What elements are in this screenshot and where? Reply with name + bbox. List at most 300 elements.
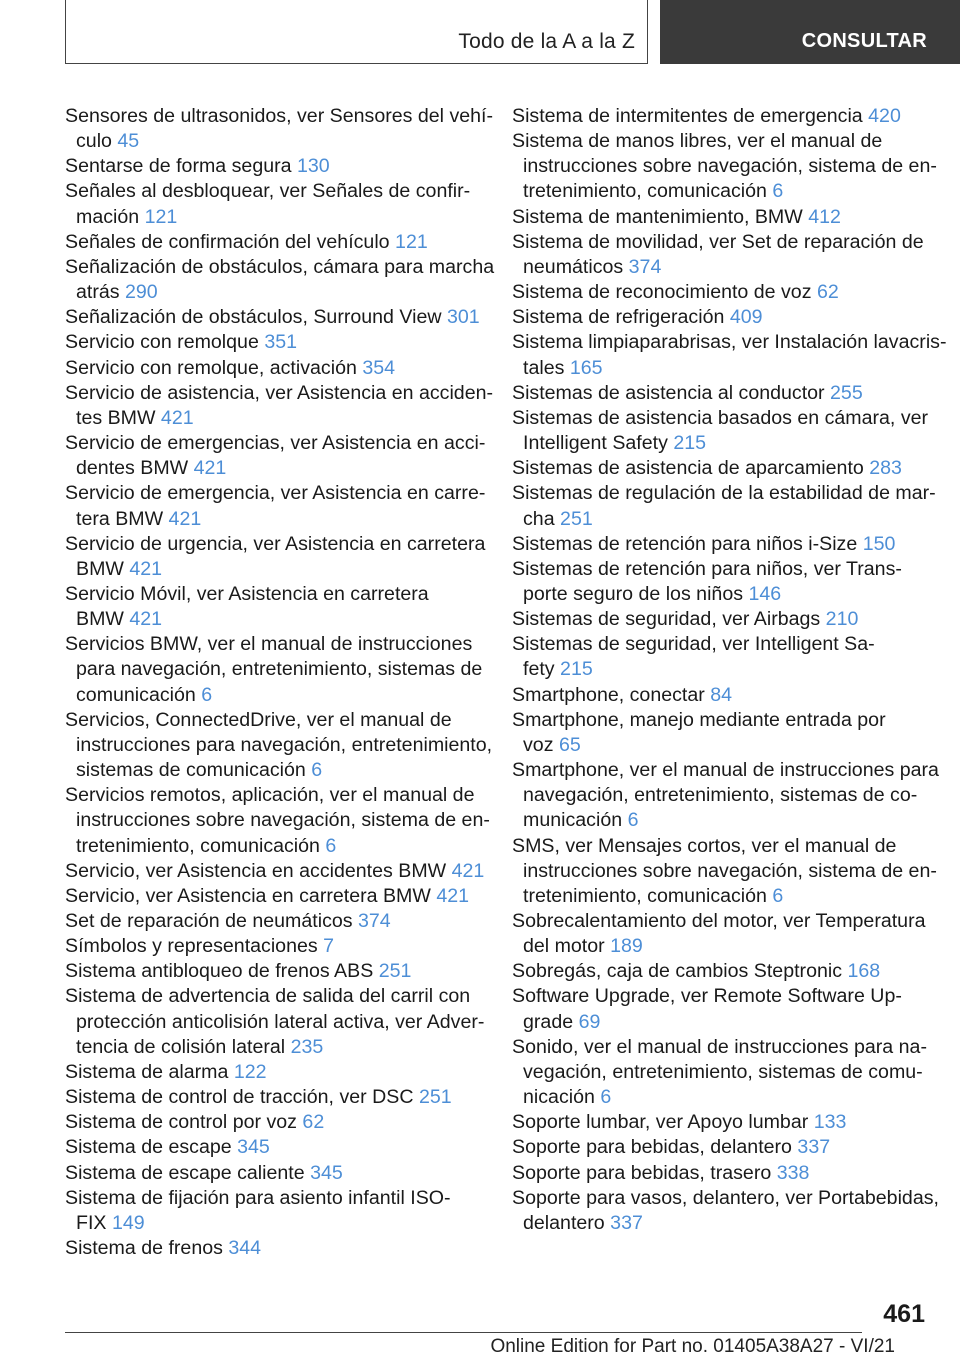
index-entry-line bbox=[512, 129, 930, 154]
index-entry-line bbox=[65, 884, 483, 909]
index-entry-text: delantero bbox=[523, 1211, 605, 1234]
index-entry bbox=[65, 481, 486, 531]
index-entry-line bbox=[512, 1186, 939, 1211]
index-entry-line bbox=[65, 557, 483, 582]
index-entry-text: Soporte para bebidas, delantero bbox=[512, 1136, 792, 1159]
index-entry-text: del motor bbox=[523, 935, 605, 958]
page-reference-link[interactable]: 7 bbox=[323, 935, 335, 958]
index-entry-text: BMW bbox=[76, 608, 124, 631]
index-entry-line bbox=[65, 1135, 483, 1160]
index-entry-line bbox=[512, 909, 930, 934]
page-reference-link[interactable]: 290 bbox=[125, 281, 158, 304]
index-entry bbox=[512, 205, 930, 230]
index-entry bbox=[65, 1135, 483, 1160]
index-entry-line bbox=[512, 1035, 930, 1060]
index-entry-text: para navegación, entretenimiento, sistemas de bbox=[76, 658, 483, 681]
page-reference-link[interactable]: 421 bbox=[451, 859, 485, 882]
page-reference-link[interactable]: 344 bbox=[228, 1237, 262, 1260]
page-reference-link[interactable]: 412 bbox=[808, 205, 841, 228]
index-entry-line bbox=[512, 381, 930, 406]
page-reference-link[interactable]: 168 bbox=[847, 960, 881, 983]
index-entry-text: Soporte para bebidas, trasero bbox=[512, 1161, 772, 1184]
index-entry bbox=[65, 381, 494, 431]
index-entry-line bbox=[512, 758, 939, 783]
index-entry-text: navegación, entretenimiento, sistemas de co- bbox=[523, 784, 918, 807]
index-entry-text: Sistemas de asistencia basados en cámara, ver bbox=[512, 406, 929, 429]
index-entry bbox=[65, 1186, 483, 1236]
index-entry-line bbox=[65, 959, 483, 984]
page-reference-link[interactable]: 210 bbox=[825, 608, 859, 631]
page-reference-link[interactable]: 45 bbox=[117, 130, 140, 153]
page-reference-link[interactable]: 283 bbox=[869, 457, 902, 480]
index-entry-line bbox=[512, 1211, 930, 1236]
tab-todo-a-z-label: Todo de la A a la Z bbox=[458, 30, 635, 53]
index-entry-line bbox=[512, 783, 930, 808]
page-reference-link[interactable]: 345 bbox=[310, 1161, 343, 1184]
index-entry bbox=[512, 683, 930, 708]
page-reference-link[interactable]: 251 bbox=[418, 1086, 452, 1109]
index-entry-text: Sistema de movilidad, ver Set de reparación de bbox=[512, 230, 924, 253]
index-entry bbox=[512, 1110, 930, 1135]
page-reference-link[interactable]: 215 bbox=[560, 658, 593, 681]
index-entry-line bbox=[65, 708, 483, 733]
index-entry-text: Sistema limpiaparabrisas, ver Instalación lavacris- bbox=[512, 331, 947, 354]
index-entry-line bbox=[65, 1010, 483, 1035]
index-entry bbox=[512, 1035, 930, 1110]
page-reference-link[interactable]: 345 bbox=[237, 1136, 270, 1159]
page-reference-link[interactable]: 337 bbox=[610, 1211, 643, 1234]
index-entry-text: Servicio, ver Asistencia en carretera BMW bbox=[65, 884, 431, 907]
index-entry-line bbox=[65, 330, 483, 355]
index-entry-line bbox=[65, 507, 483, 532]
index-entry bbox=[65, 154, 483, 179]
index-entry-line bbox=[512, 733, 930, 758]
index-entry bbox=[512, 280, 930, 305]
index-entry-text: grade bbox=[523, 1010, 574, 1033]
index-entry-text: atrás bbox=[76, 281, 120, 304]
index-entry-text: Servicio de emergencia, ver Asistencia en carre- bbox=[65, 482, 486, 505]
index-entry-line bbox=[512, 984, 930, 1009]
index-entry-text: dentes BMW bbox=[76, 457, 189, 480]
index-entry-text: Sistema de escape bbox=[65, 1136, 232, 1159]
index-entry-text: FIX bbox=[76, 1211, 107, 1234]
index-entry-line bbox=[65, 129, 483, 154]
page-reference-link[interactable]: 65 bbox=[558, 733, 581, 756]
index-entry-line bbox=[512, 507, 930, 532]
page-reference-link[interactable]: 421 bbox=[436, 884, 470, 907]
index-entry-line bbox=[65, 984, 483, 1009]
index-entry bbox=[65, 305, 483, 330]
page-reference-link[interactable]: 301 bbox=[446, 306, 480, 329]
index-entry-text: Set de reparación de neumáticos bbox=[65, 910, 353, 932]
index-entry-text: Sistema de fijación para asiento infantil ISO- bbox=[65, 1186, 451, 1209]
index-entry-text: nicación bbox=[523, 1086, 595, 1109]
page-reference-link[interactable]: 121 bbox=[395, 230, 428, 253]
index-entry-text: Sentarse de forma segura bbox=[65, 155, 292, 178]
index-entry-text: Smartphone, ver el manual de instrucciones para bbox=[512, 759, 939, 782]
index-entry-text: Sobrecalentamiento del motor, ver Temperatura bbox=[512, 910, 926, 932]
index-entry bbox=[65, 934, 483, 959]
index-entry bbox=[65, 1085, 483, 1110]
index-entry-line bbox=[512, 834, 930, 859]
page-reference-link[interactable]: 235 bbox=[290, 1035, 324, 1058]
index-entry-line bbox=[512, 808, 930, 833]
index-entry-line bbox=[65, 255, 495, 280]
index-entry-text: Servicio con remolque bbox=[65, 331, 259, 354]
index-entry-line bbox=[512, 305, 930, 330]
index-entry-text: Sistema de advertencia de salida del carril con bbox=[65, 985, 471, 1008]
index-entry bbox=[512, 607, 930, 632]
index-entry-text: tera BMW bbox=[76, 507, 164, 530]
index-entry-line bbox=[512, 456, 930, 481]
tab-consultar[interactable] bbox=[660, 0, 960, 64]
page-reference-link[interactable]: 215 bbox=[673, 432, 707, 455]
index-entry-line bbox=[65, 481, 486, 506]
page-reference-link[interactable]: 165 bbox=[569, 356, 603, 379]
index-entry-text: Sistema de refrigeración bbox=[512, 306, 725, 329]
index-entry-text: Símbolos y representaciones bbox=[65, 935, 318, 958]
page-reference-link[interactable]: 421 bbox=[129, 608, 163, 631]
index-entry-text: Smartphone, conectar bbox=[512, 683, 705, 706]
index-entry-text: instrucciones sobre navegación, sistema de en- bbox=[523, 859, 937, 882]
index-entry bbox=[65, 984, 483, 1059]
index-entry-line bbox=[512, 481, 936, 506]
page-reference-link[interactable]: 351 bbox=[264, 331, 298, 354]
index-entry bbox=[512, 758, 939, 833]
page-reference-link[interactable]: 251 bbox=[560, 507, 593, 530]
page-reference-link[interactable]: 69 bbox=[578, 1010, 601, 1033]
index-entry-text: Sistemas de asistencia al conductor bbox=[512, 381, 825, 404]
index-entry-line bbox=[65, 1060, 483, 1085]
page-reference-link[interactable]: 6 bbox=[325, 834, 337, 857]
index-entry-line bbox=[65, 456, 483, 481]
index-entry bbox=[512, 456, 930, 481]
index-entry-line bbox=[512, 1110, 930, 1135]
index-entry-line bbox=[512, 532, 930, 557]
index-entry bbox=[512, 406, 930, 456]
index-entry-text: Intelligent Safety bbox=[523, 432, 668, 455]
page-reference-link[interactable]: 421 bbox=[160, 406, 194, 429]
index-entry bbox=[512, 708, 930, 758]
index-entry-line bbox=[65, 1085, 483, 1110]
index-entry bbox=[65, 884, 483, 909]
footer-divider bbox=[65, 1332, 862, 1333]
index-entry bbox=[65, 179, 483, 229]
index-entry bbox=[512, 381, 930, 406]
page-reference-link[interactable]: 84 bbox=[710, 683, 733, 706]
page-reference-link[interactable]: 421 bbox=[129, 557, 163, 580]
page-reference-link[interactable]: 150 bbox=[862, 532, 896, 555]
index-entry bbox=[512, 330, 947, 380]
index-entry bbox=[512, 984, 930, 1034]
index-entry-text: Sistemas de retención para niños i-Size bbox=[512, 532, 858, 555]
index-entry-line bbox=[512, 1135, 930, 1160]
page-reference-link[interactable]: 338 bbox=[776, 1161, 810, 1184]
index-entry bbox=[512, 481, 936, 531]
page-reference-link[interactable]: 6 bbox=[201, 683, 213, 706]
index-entry-line bbox=[65, 532, 486, 557]
index-entry-text: Señalización de obstáculos, Surround View bbox=[65, 306, 442, 329]
index-entry bbox=[512, 834, 937, 909]
index-entry-text: Sistema de control por voz bbox=[65, 1111, 297, 1134]
index-entry-text: Servicios BMW, ver el manual de instrucciones bbox=[65, 633, 473, 656]
index-entry-line bbox=[65, 1236, 483, 1261]
index-entry-text: protección anticolisión lateral activa, ver Adver- bbox=[76, 1010, 485, 1033]
index-entry-text: tes BMW bbox=[76, 406, 156, 429]
index-entry-text: Soporte para vasos, delantero, ver Portabebidas, bbox=[512, 1186, 939, 1209]
page-number: 461 bbox=[883, 1300, 925, 1328]
index-entry-text: Servicio con remolque, activación bbox=[65, 356, 357, 379]
index-entry-text: Sistema de alarma bbox=[65, 1060, 229, 1083]
index-entry-text: SMS, ver Mensajes cortos, ver el manual de bbox=[512, 834, 897, 857]
index-entry-text: BMW bbox=[76, 557, 124, 580]
index-entry bbox=[65, 783, 490, 858]
page-reference-link[interactable]: 62 bbox=[302, 1111, 325, 1134]
index-entry-line bbox=[512, 1161, 930, 1186]
index-entry-text: Sistemas de retención para niños, ver Trans- bbox=[512, 557, 902, 580]
index-entry-text: Sistema de manos libres, ver el manual de bbox=[512, 130, 883, 153]
index-entry-line bbox=[65, 834, 483, 859]
index-entry bbox=[512, 129, 937, 204]
index-entry-text: comunicación bbox=[76, 683, 196, 706]
index-entry-text: instrucciones sobre navegación, sistema de en- bbox=[76, 809, 490, 832]
page-reference-link[interactable]: 121 bbox=[144, 205, 178, 228]
index-entry-text: Servicios remotos, aplicación, ver el manual de bbox=[65, 784, 475, 807]
index-entry-line bbox=[65, 934, 483, 959]
index-entry-line bbox=[65, 305, 483, 330]
index-entry-line bbox=[65, 582, 483, 607]
index-entry-line bbox=[65, 1161, 483, 1186]
index-entry bbox=[65, 959, 483, 984]
index-entry-text: Smartphone, manejo mediante entrada por bbox=[512, 708, 886, 731]
index-entry-text: Señales de confirmación del vehículo bbox=[65, 230, 390, 253]
index-entry-line bbox=[512, 557, 930, 582]
page-reference-link[interactable]: 149 bbox=[111, 1211, 145, 1234]
page-reference-link[interactable]: 6 bbox=[772, 884, 784, 907]
page-reference-link[interactable]: 420 bbox=[868, 105, 901, 127]
index-entry-line bbox=[65, 205, 483, 230]
index-entry-text: Soporte lumbar, ver Apoyo lumbar bbox=[512, 1111, 809, 1134]
page-reference-link[interactable]: 6 bbox=[772, 180, 784, 203]
index-entry bbox=[65, 909, 483, 934]
index-entry-line bbox=[512, 406, 930, 431]
index-entry-text: Sistemas de asistencia de aparcamiento bbox=[512, 457, 864, 480]
index-entry bbox=[65, 1161, 483, 1186]
index-entry-line bbox=[65, 1211, 483, 1236]
index-entry-text: culo bbox=[76, 130, 112, 153]
index-entry-line bbox=[512, 632, 930, 657]
page-reference-link[interactable]: 6 bbox=[600, 1086, 612, 1109]
index-entry-line bbox=[512, 708, 930, 733]
index-entry-text: Sistema de reconocimiento de voz bbox=[512, 281, 812, 304]
index-entry-text: Sonido, ver el manual de instrucciones para na- bbox=[512, 1035, 927, 1058]
index-entry bbox=[512, 909, 930, 959]
index-entry-line bbox=[65, 381, 494, 406]
page-reference-link[interactable]: 189 bbox=[610, 935, 643, 958]
index-entry bbox=[512, 230, 930, 280]
index-entry-text: Sistema de frenos bbox=[65, 1237, 223, 1260]
index-entry bbox=[512, 557, 930, 607]
index-entry-line bbox=[65, 431, 486, 456]
index-entry-line bbox=[512, 154, 937, 179]
index-entry bbox=[65, 632, 483, 707]
index-entry-text: Servicio de emergencias, ver Asistencia en acci- bbox=[65, 432, 486, 455]
index-entry bbox=[65, 582, 483, 632]
index-entry bbox=[512, 959, 930, 984]
index-entry-line bbox=[65, 657, 483, 682]
index-entry-line bbox=[512, 1010, 930, 1035]
index-entry-text: Servicio de asistencia, ver Asistencia en acciden- bbox=[65, 381, 494, 404]
page-reference-link[interactable]: 337 bbox=[797, 1136, 831, 1159]
index-entry-text: Sensores de ultrasonidos, ver Sensores del vehí- bbox=[65, 105, 494, 127]
page-reference-link[interactable]: 62 bbox=[816, 281, 839, 304]
index-entry-line bbox=[65, 1186, 483, 1211]
index-entry-line bbox=[512, 255, 930, 280]
index-entry bbox=[65, 255, 495, 305]
index-entry-line bbox=[65, 1035, 483, 1060]
index-entry-text: sistemas de comunicación bbox=[76, 759, 306, 782]
index-entry-line bbox=[65, 859, 483, 884]
page-reference-link[interactable]: 122 bbox=[233, 1060, 267, 1083]
index-entry-line bbox=[512, 884, 930, 909]
page-reference-link[interactable]: 133 bbox=[813, 1111, 847, 1134]
page-reference-link[interactable]: 421 bbox=[168, 507, 202, 530]
tab-consultar-label: CONSULTAR bbox=[801, 30, 927, 52]
index-entry-line bbox=[65, 356, 483, 381]
index-entry-line bbox=[512, 683, 930, 708]
index-entry-line bbox=[512, 859, 937, 884]
index-entry-text: Sistema de escape caliente bbox=[65, 1161, 305, 1184]
index-entry-text: Servicio Móvil, ver Asistencia en carretera bbox=[65, 582, 429, 605]
index-entry bbox=[65, 532, 486, 582]
index-entry-line bbox=[65, 406, 483, 431]
page-reference-link[interactable]: 374 bbox=[628, 255, 662, 278]
index-entry bbox=[65, 431, 486, 481]
index-entry-text: neumáticos bbox=[523, 255, 624, 278]
page-reference-link[interactable]: 146 bbox=[748, 582, 782, 605]
index-entry-text: Señales al desbloquear, ver Señales de confir- bbox=[65, 180, 471, 203]
index-entry-text: municación bbox=[523, 809, 623, 832]
index-column-right bbox=[512, 104, 947, 1236]
index-entry-line bbox=[512, 607, 930, 632]
index-entry-line bbox=[512, 179, 930, 204]
page-header bbox=[0, 0, 960, 66]
index-entry-text: Sistema de control de tracción, ver DSC bbox=[65, 1086, 414, 1109]
index-entry-line bbox=[512, 1085, 930, 1110]
index-entry-line bbox=[65, 154, 483, 179]
index-entry-line bbox=[512, 657, 930, 682]
index-entry-line bbox=[65, 179, 483, 204]
index-entry-text: Servicio de urgencia, ver Asistencia en carretera bbox=[65, 532, 486, 555]
index-entry bbox=[512, 104, 930, 129]
index-entry bbox=[65, 1060, 483, 1085]
page-reference-link[interactable]: 251 bbox=[378, 960, 412, 983]
index-entry-line bbox=[65, 683, 483, 708]
index-entry-text: instrucciones sobre navegación, sistema de en- bbox=[523, 155, 937, 178]
index-entry-line bbox=[512, 959, 930, 984]
index-entry-text: vegación, entretenimiento, sistemas de comu- bbox=[523, 1060, 923, 1083]
page-reference-link[interactable]: 421 bbox=[193, 457, 227, 480]
page-reference-link[interactable]: 130 bbox=[297, 155, 330, 178]
index-entry bbox=[512, 1186, 939, 1236]
tab-todo-a-z[interactable] bbox=[65, 0, 648, 64]
index-entry-text: tales bbox=[523, 356, 565, 379]
index-entry-line bbox=[512, 230, 930, 255]
index-entry-line bbox=[512, 1060, 930, 1085]
page-reference-link[interactable]: 6 bbox=[627, 809, 639, 832]
index-entry bbox=[65, 330, 483, 355]
index-entry bbox=[512, 305, 930, 330]
index-entry-line bbox=[512, 934, 930, 959]
index-entry bbox=[512, 632, 930, 682]
index-entry-line bbox=[512, 431, 930, 456]
index-entry-line bbox=[512, 582, 930, 607]
index-entry-text: Servicio, ver Asistencia en accidentes BMW bbox=[65, 859, 447, 882]
index-entry bbox=[512, 532, 930, 557]
index-entry-text: Software Upgrade, ver Remote Software Up- bbox=[512, 985, 902, 1008]
page-reference-link[interactable]: 354 bbox=[362, 356, 396, 379]
index-entry-line bbox=[65, 1110, 483, 1135]
index-entry-text: Sistema antibloqueo de frenos ABS bbox=[65, 960, 374, 983]
index-entry-line bbox=[65, 808, 490, 833]
index-entry bbox=[65, 1110, 483, 1135]
index-entry-line bbox=[65, 280, 483, 305]
index-entry bbox=[65, 230, 483, 255]
index-entry-text: instrucciones para navegación, entretenimiento, bbox=[76, 733, 493, 756]
footer-edition: Online Edition for Part no. 01405A38A27 - VI/21 bbox=[490, 1336, 895, 1357]
index-entry bbox=[65, 104, 494, 154]
index-entry-line bbox=[512, 205, 930, 230]
index-entry-text: Sistemas de seguridad, ver Airbags bbox=[512, 608, 821, 631]
index-entry-line bbox=[65, 607, 483, 632]
index-entry bbox=[512, 1135, 930, 1160]
index-entry-text: Sistemas de regulación de la estabilidad de mar- bbox=[512, 482, 936, 505]
page-reference-link[interactable]: 255 bbox=[830, 381, 863, 404]
index-entry-line bbox=[512, 356, 930, 381]
index-entry-text: porte seguro de los niños bbox=[523, 582, 744, 605]
page-reference-link[interactable]: 6 bbox=[311, 759, 323, 782]
index-entry-line bbox=[512, 330, 947, 355]
index-entry bbox=[65, 859, 483, 884]
index-entry-line bbox=[512, 104, 930, 129]
index-entry-line bbox=[65, 632, 483, 657]
index-entry-text: Señalización de obstáculos, cámara para marcha bbox=[65, 255, 495, 278]
index-entry-text: Servicios, ConnectedDrive, ver el manual de bbox=[65, 708, 452, 731]
index-entry bbox=[512, 1161, 930, 1186]
index-entry-text: Sistema de intermitentes de emergencia bbox=[512, 105, 863, 127]
page-reference-link[interactable]: 374 bbox=[358, 910, 391, 932]
index-entry-text: tretenimiento, comunicación bbox=[523, 884, 767, 907]
index-entry-text: tencia de colisión lateral bbox=[76, 1035, 286, 1058]
index-entry-line bbox=[65, 104, 494, 129]
index-entry-text: Sistemas de seguridad, ver Intelligent Sa- bbox=[512, 633, 875, 656]
index-entry-text: tretenimiento, comunicación bbox=[523, 180, 767, 203]
index-entry bbox=[65, 1236, 483, 1261]
index-entry bbox=[65, 708, 493, 783]
index-column-left bbox=[65, 104, 495, 1261]
index-entry-text: Sobregás, caja de cambios Steptronic bbox=[512, 960, 843, 983]
index-entry-text: Sistema de mantenimiento, BMW bbox=[512, 205, 803, 228]
page-reference-link[interactable]: 409 bbox=[729, 306, 763, 329]
index-entry bbox=[65, 356, 483, 381]
index-entry-text: mación bbox=[76, 205, 140, 228]
index-entry-text: cha bbox=[523, 507, 555, 530]
index-entry-text: voz bbox=[523, 733, 554, 756]
index-entry-line bbox=[65, 783, 483, 808]
index-entry-line bbox=[65, 230, 483, 255]
index-entry-text: fety bbox=[523, 658, 555, 681]
index-entry-line bbox=[512, 280, 930, 305]
